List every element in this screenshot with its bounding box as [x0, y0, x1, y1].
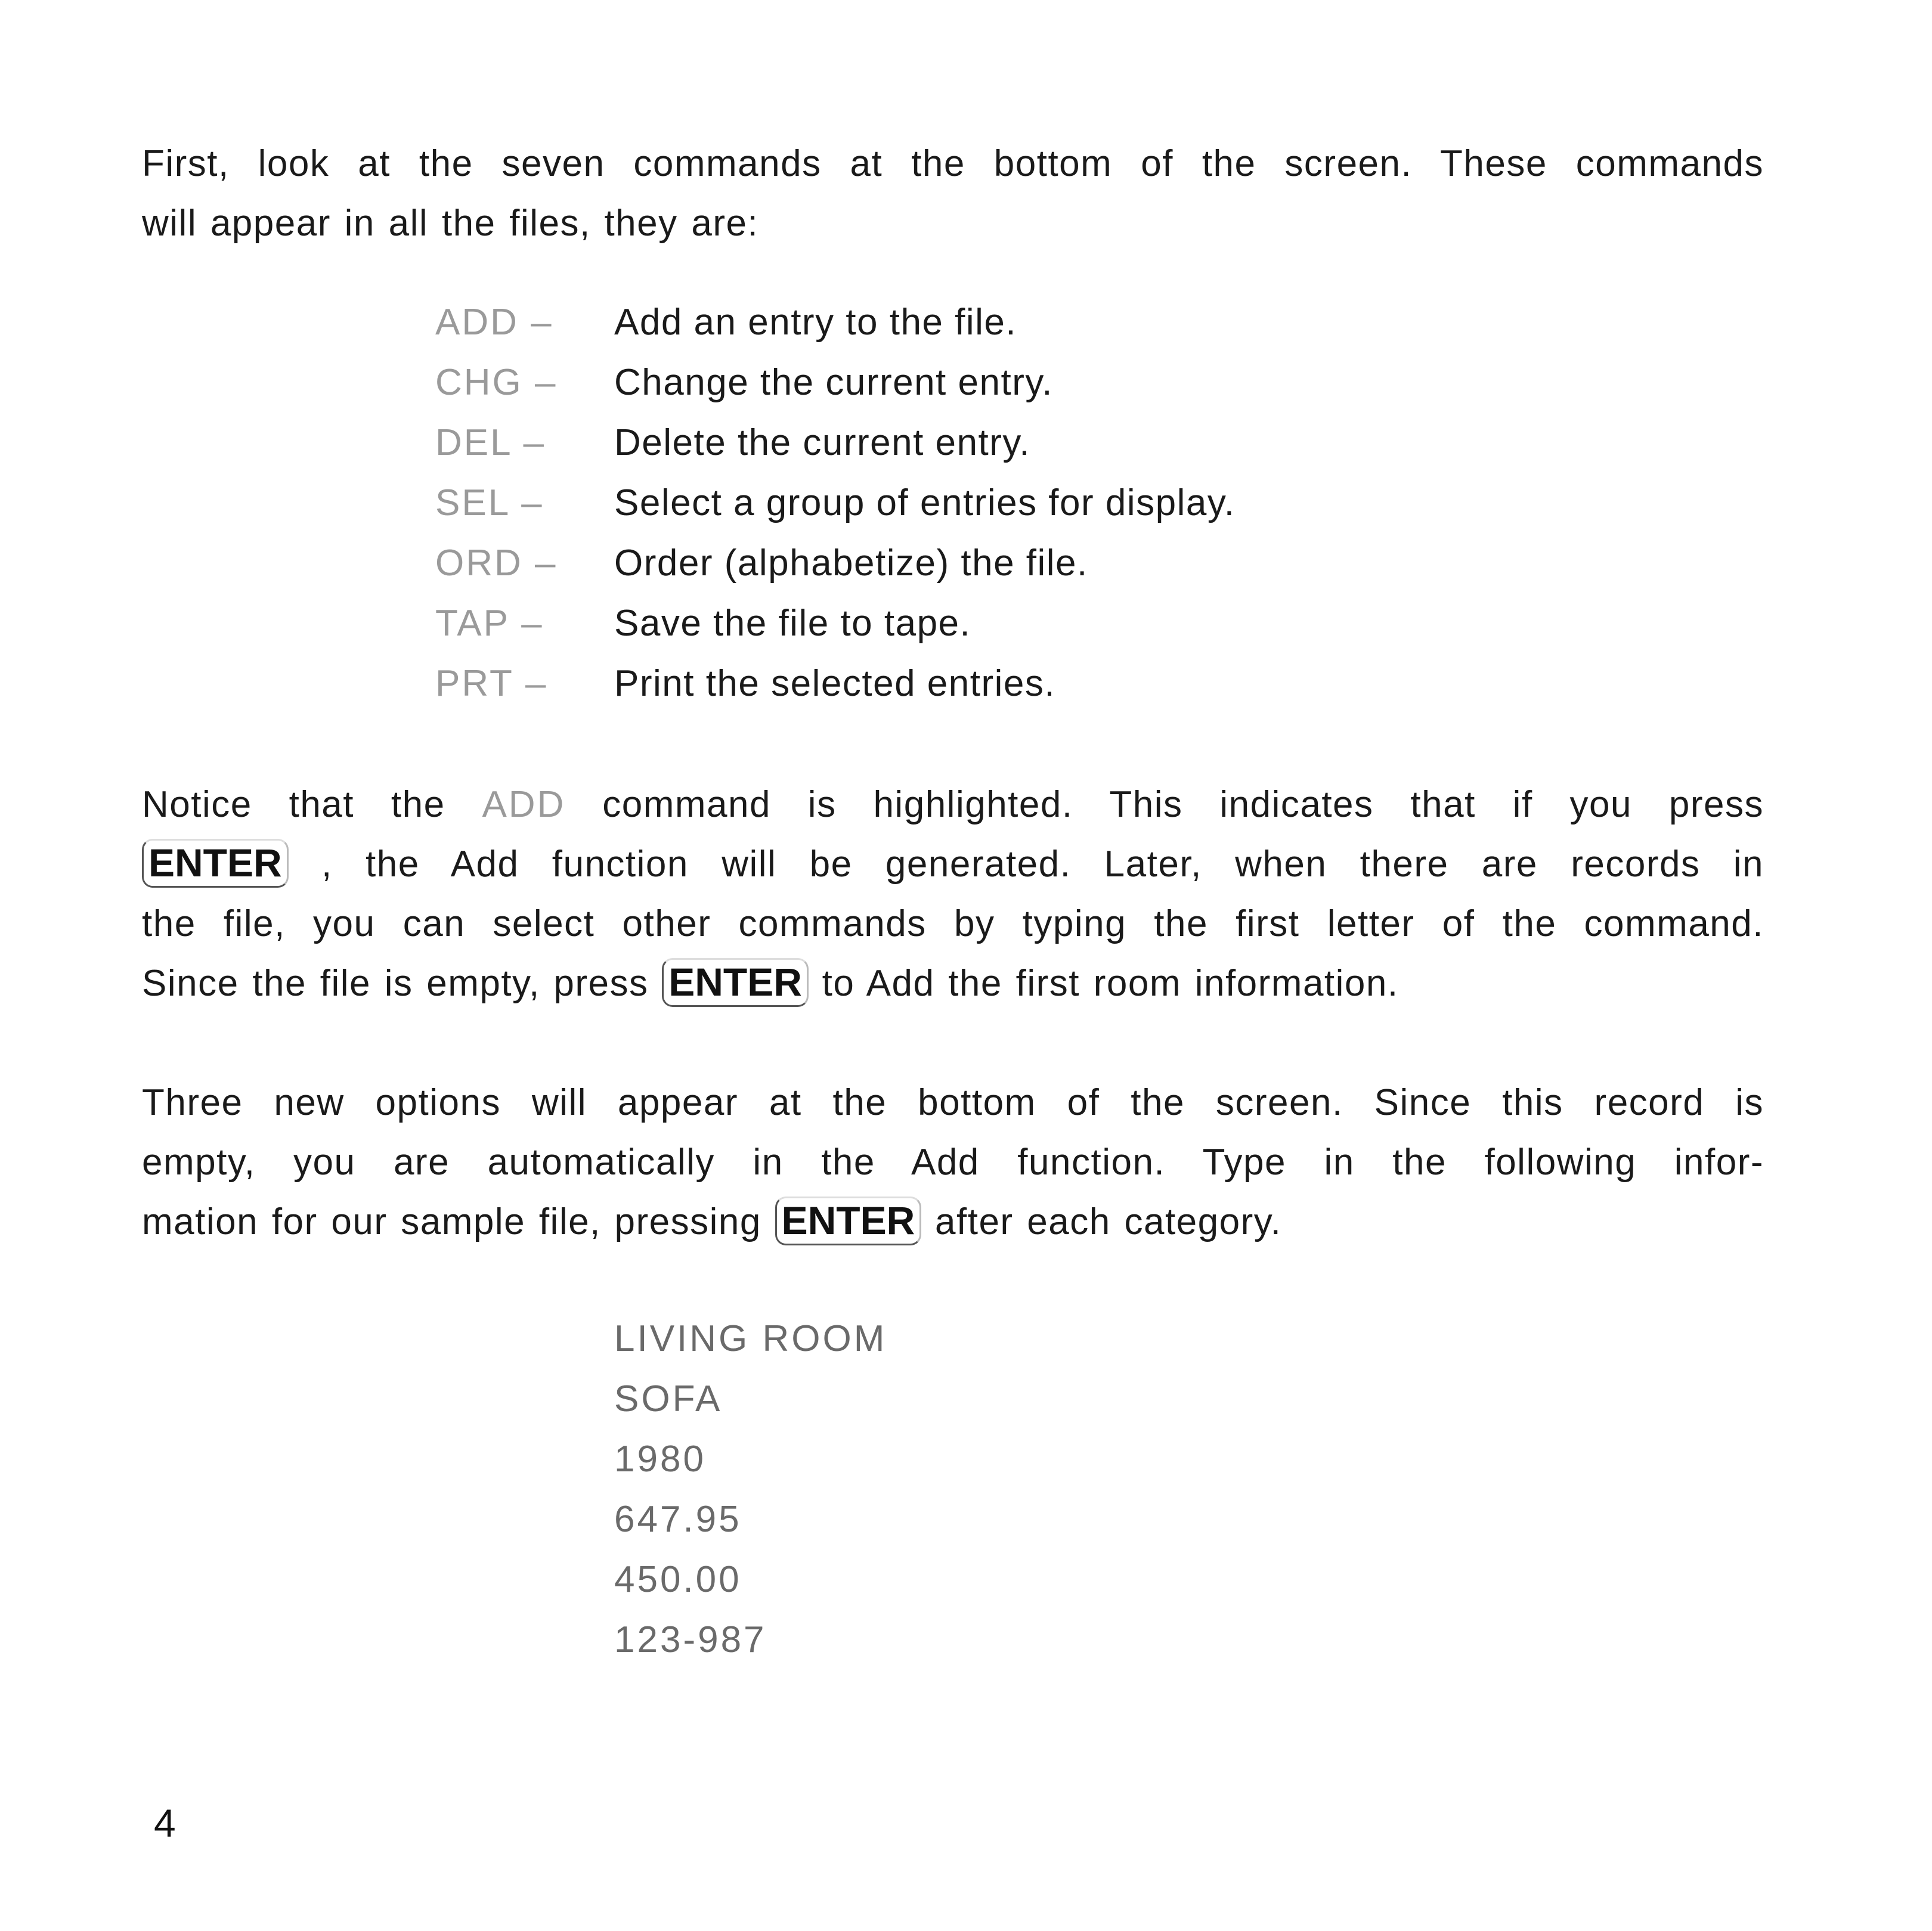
command-code-sel: SEL –: [435, 482, 544, 523]
command-desc-add: Add an entry to the file.: [614, 302, 1017, 343]
options-line-1: Three new options will appear at the bottom of the screen. Since this record is: [142, 1082, 1764, 1123]
entry-item: SOFA: [614, 1378, 723, 1419]
enter-key-icon: ENTER: [662, 958, 809, 1007]
notice-line-3: the file, you can select other commands by typing the first letter of the command.: [142, 903, 1764, 944]
command-row-prt: [435, 653, 1449, 714]
command-desc-sel: Select a group of entries for display.: [614, 482, 1236, 523]
options-line-2: empty, you are automatically in the Add function. Type in the following infor-: [142, 1142, 1764, 1183]
entry-serial: 123-987: [614, 1619, 767, 1660]
entry-value: 450.00: [614, 1559, 742, 1600]
command-code-add: ADD –: [435, 302, 553, 343]
command-row-del: [435, 413, 1449, 473]
page-number: 4: [154, 1801, 176, 1845]
command-desc-chg: Change the current entry.: [614, 362, 1053, 403]
command-row-chg: [435, 352, 1449, 413]
notice-line-4: Since the file is empty, press ENTER to Add the first room information.: [142, 954, 1764, 1013]
options-line-3: mation for our sample file, pressing ENTER after each category.: [142, 1192, 1764, 1252]
command-desc-tap: Save the file to tape.: [614, 603, 971, 644]
command-desc-ord: Order (alphabetize) the file.: [614, 543, 1088, 584]
notice-paragraph: [142, 775, 1764, 1013]
command-code-chg: CHG –: [435, 362, 558, 403]
entry-cost: 647.95: [614, 1499, 742, 1540]
command-row-ord: [435, 533, 1449, 593]
add-command-word: ADD: [482, 784, 566, 825]
notice-line-1: Notice that the ADD command is highlighted. This indicates that if you press: [142, 784, 1764, 825]
command-desc-prt: Print the selected entries.: [614, 663, 1056, 704]
command-list: [435, 292, 1449, 714]
notice-line-2: ENTER , the Add function will be generated. Later, when there are records in: [142, 835, 1764, 894]
command-desc-del: Delete the current entry.: [614, 422, 1031, 463]
entry-room: LIVING ROOM: [614, 1318, 887, 1359]
command-code-prt: PRT –: [435, 663, 548, 704]
enter-key-icon: ENTER: [775, 1197, 922, 1245]
intro-line-1: First, look at the seven commands at the bottom of the screen. These commands: [142, 143, 1764, 184]
sample-entries: [614, 1309, 887, 1670]
command-row-tap: [435, 593, 1449, 653]
intro-line-2: will appear in all the files, they are:: [142, 203, 759, 244]
intro-paragraph: [142, 134, 1764, 253]
options-paragraph: [142, 1073, 1764, 1252]
command-row-sel: [435, 473, 1449, 533]
entry-year: 1980: [614, 1439, 706, 1480]
enter-key-icon: ENTER: [142, 839, 289, 888]
command-code-ord: ORD –: [435, 543, 558, 584]
command-code-tap: TAP –: [435, 603, 544, 644]
command-code-del: DEL –: [435, 422, 546, 463]
command-row-add: [435, 292, 1449, 352]
